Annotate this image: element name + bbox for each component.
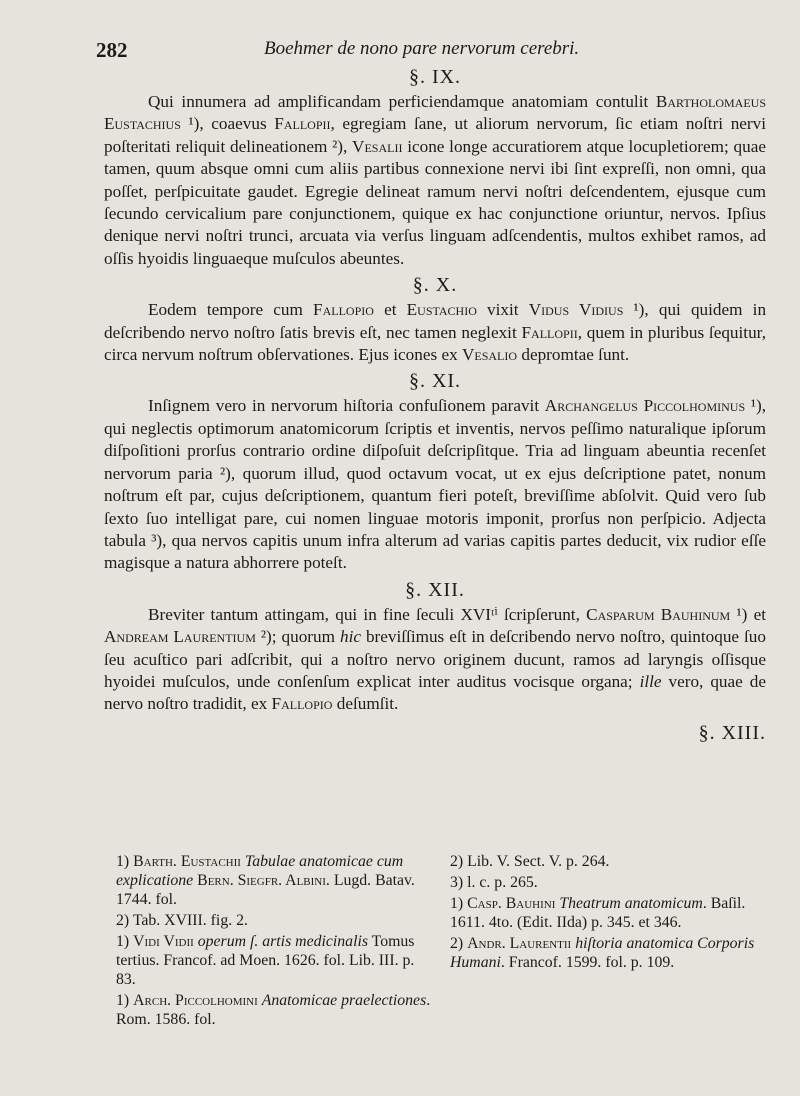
page-header	[96, 34, 766, 62]
text-run: 1)	[116, 853, 134, 870]
text-run: et	[373, 300, 407, 320]
footnotes-right-column	[450, 852, 768, 1031]
running-title: Boehmer de nono pare nervorum cerebri.	[264, 38, 580, 59]
proper-name: Fallopio	[313, 300, 374, 320]
proper-name: Andream Laurentium	[104, 627, 256, 647]
text-run: 2)	[450, 935, 468, 952]
section-paragraph	[104, 299, 766, 366]
proper-name: Casp. Bauhini	[467, 895, 556, 912]
text-run: ¹), qui quidem in deſcribendo nervo noſtro ſatis brevis eſt, nec tamen neglexit	[104, 300, 767, 342]
text-run: Inſignem vero in nervorum hiſtoria confuſionem paravit	[148, 396, 545, 416]
text-run: ¹) et	[730, 604, 766, 624]
italic-text: hic	[339, 627, 361, 647]
section-12	[104, 579, 766, 716]
text-run: 2) Tab. XVIII. fig. 2.	[116, 912, 248, 929]
text-run: depromtae ſunt.	[517, 345, 630, 365]
footnote	[116, 991, 434, 1029]
section-heading: §. XII.	[405, 578, 465, 601]
proper-name: Barth. Eustachii	[133, 853, 241, 870]
text-run: Eodem tempore cum	[148, 300, 314, 320]
text-run: Tomus tertius. Francof. ad Moen. 1626. fol. Lib. III. p. 83.	[116, 933, 415, 988]
italic-text: Anatomicae praelectiones	[261, 992, 427, 1009]
text-run: , quem in pluribus ſequitur, circa nervum noſtrum obſervationes. Ejus icones ex	[104, 322, 766, 365]
proper-name: Vesalio	[461, 345, 518, 365]
text-run: vixit	[476, 300, 529, 320]
section-11	[104, 370, 766, 574]
section-10	[104, 274, 766, 366]
footnote	[116, 852, 434, 909]
italic-text: ille	[639, 671, 662, 691]
section-paragraph	[104, 604, 766, 716]
proper-name: Bern. Siegfr. Albini	[197, 872, 326, 889]
text-run: Breviter tantum attingam, qui in fine ſeculi XVIᵗⁱ ſcripſerunt,	[148, 604, 587, 624]
text-run: . Lugd. Batav. 1744. fol.	[116, 872, 415, 908]
text-run: . Francof. 1599. fol. p. 109.	[500, 954, 675, 971]
footnote	[450, 934, 768, 972]
text-run: breviſſimus eſt in deſcribendo nervo noſtro, quintoque ſuo ſeu acuſtico pari adſcribit, qui a noſtro nervo originem ducunt, ramos ad laryngis oſſisque hyoidei muſculos, unde conſenſum explicat inter auditus vocisque organa;	[104, 627, 766, 691]
proper-name: Arch. Piccolhomini	[133, 992, 258, 1009]
text-run: ¹), coaevus	[180, 114, 275, 134]
text-run: ¹), qui neglectis optimorum anatomicorum ſcriptis et inventis, nervos peſſimo naturalique ipſorum diſpoſitioni prorſus contrario ordine diſpoſuit deſcripſitque. Tria ad linguam abeuntia recenſet nervorum paria ²), quorum illud, quod octavum vocat, ut ex ejus deſcriptione patet, nonum noſtrum eſt par, cujus deſcriptionem, quantum fieri poteſt, breviſſime abſolvit. Quid vero ſub ſexto ſuo intelligat pare, cui nomen linguae motoris imponit, prorſus non perſpicio. Adjecta tabula ³), qua nervos capitis unum infra alterum ad varias capitis partes deducit, vix rudior eſſe magisque a natura abhorrere poteſt.	[104, 396, 766, 573]
text-run: 1)	[116, 992, 134, 1009]
text-run: 1)	[116, 933, 134, 950]
next-section-catchword: §. XIII.	[698, 721, 766, 744]
footnotes-left-column	[116, 852, 434, 1031]
text-run: 3) l. c. p. 265.	[450, 874, 538, 891]
proper-name: Fallopii	[521, 322, 578, 342]
section-heading: §. IX.	[408, 66, 462, 88]
section-heading: §. X.	[412, 274, 458, 297]
section-paragraph	[104, 91, 766, 270]
text-run: . Rom. 1586. fol.	[116, 992, 431, 1028]
italic-text: Theatrum anatomicum	[559, 895, 703, 912]
page-number: 282	[96, 38, 128, 62]
text-run: 2) Lib. V. Sect. V. p. 264.	[450, 853, 610, 870]
proper-name: Bartholomaeus Eustachius	[104, 92, 766, 134]
italic-text: Tabulae anatomicae cum explicatione	[116, 853, 404, 889]
proper-name: Vidus Vidius	[528, 300, 624, 320]
text-run: ²); quorum	[255, 627, 340, 647]
footnotes	[116, 852, 768, 1031]
text-run: deſumſit.	[332, 694, 399, 714]
text-run: Qui innumera ad amplificandam perficiendamque anatomiam contulit	[148, 92, 656, 111]
proper-name: Andr. Laurentii	[467, 935, 572, 952]
text-run: . Baſil. 1611. 4to. (Edit. IIda) p. 345. et 346.	[450, 895, 746, 931]
proper-name: Archangelus Piccolhominus	[544, 396, 746, 416]
footnote	[450, 852, 768, 871]
text-run: , egregiam ſane, ut aliorum nervorum, ſic etiam noſtri nervi poſteritati reliquit delineationem ²),	[104, 114, 767, 156]
footnote	[116, 911, 434, 930]
italic-text: hiſtoria anatomica Corporis Humani	[450, 935, 755, 971]
proper-name: Fallopii	[274, 114, 331, 134]
footnote	[116, 932, 434, 989]
text-run: vero, quae de nervo noſtro tradidit, ex	[104, 671, 766, 714]
proper-name: Eustachio	[406, 300, 477, 320]
footnote	[450, 873, 768, 892]
proper-name: Fallopio	[271, 694, 333, 714]
section-heading: §. XI.	[408, 370, 462, 393]
footnote	[450, 894, 768, 932]
italic-text: operum ſ. artis medicinalis	[197, 933, 368, 950]
proper-name: Vesalii	[352, 136, 403, 156]
proper-name: Casparum Bauhinum	[586, 604, 731, 624]
text-run: 1)	[450, 895, 468, 912]
proper-name: Vidi Vidii	[133, 933, 194, 950]
section-9	[104, 66, 766, 270]
section-paragraph	[104, 395, 766, 574]
text-run: icone longe accuratiorem atque locupletiorem; quae tamen, quum absque omni cum aliis partibus connexione nervi ibi ſint expreſſi, non omni, qua poſſet, perſpicuitate gaudet. Egregie delineat ramum nervi noſtri deſcendentem, ejusque cum ſecundo cervicalium pare conjunctionem, quique ex hac conjunctione oriuntur, nervos. Ipſius denique nervi noſtri trunci, arcuata via verſus linguam adſcendentis, multos exhibet ramos, ad oſſis hyoidis linguaeque muſculos abeuntes.	[104, 136, 766, 268]
